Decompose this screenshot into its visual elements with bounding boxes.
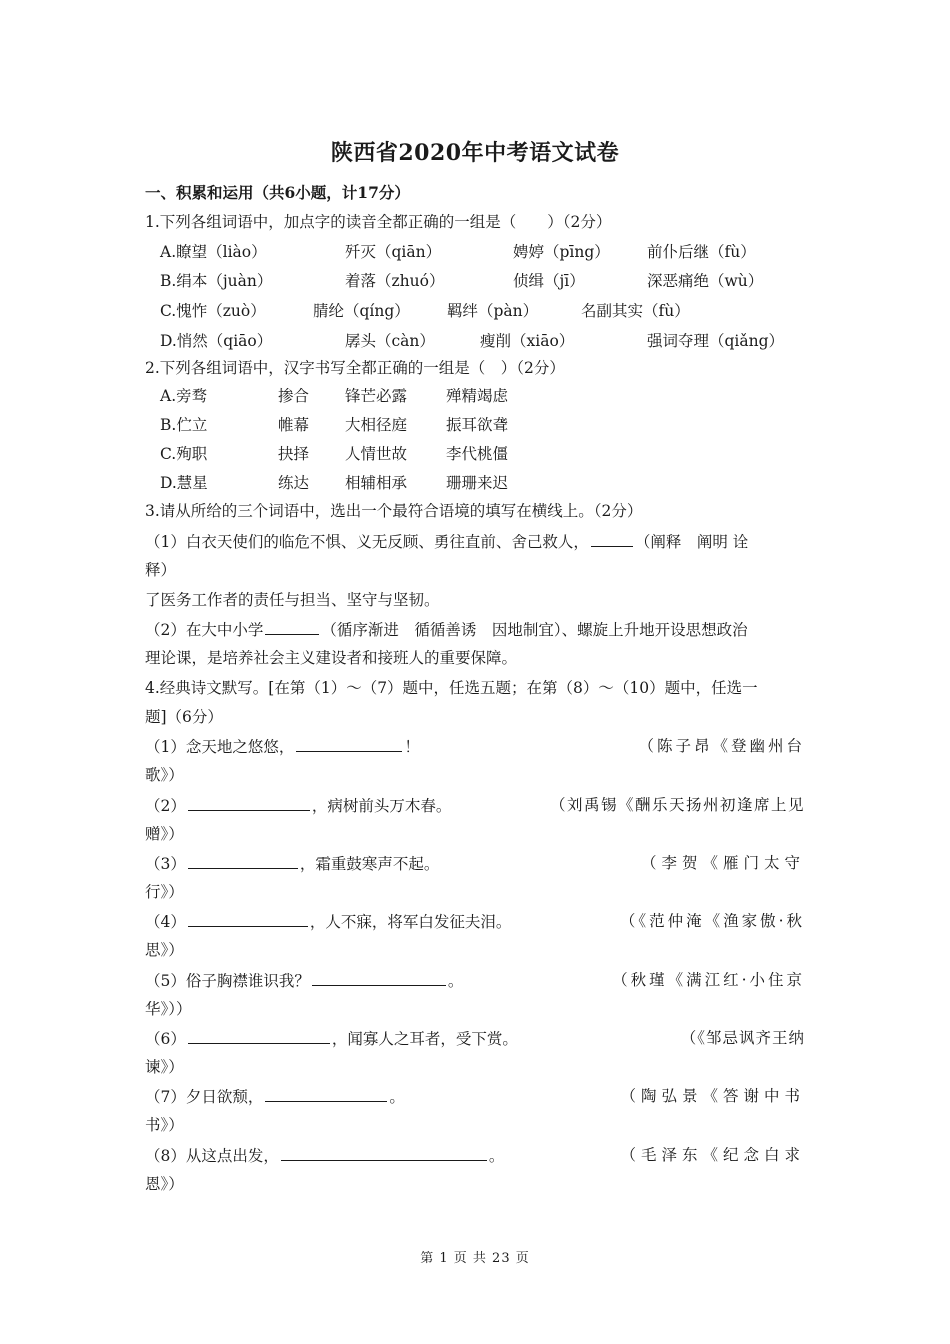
answer-blank[interactable]	[281, 1145, 487, 1161]
poem-item-2	[145, 795, 451, 816]
poem-line-text: ，病树前头万木春。	[311, 797, 452, 815]
poem-line-text: 。	[488, 1147, 505, 1165]
q1-option-c-2: 腈纶（qíng）	[313, 302, 410, 320]
question-4-stem: 4.经典诗文默写。[在第（1）～（7）题中，任选五题；在第（8）～（10）题中，任选一	[145, 679, 758, 697]
question-1-stem: 1.下列各组词语中，加点字的读音全都正确的一组是（ ）（2分）	[145, 213, 612, 231]
section-heading: 一、积累和运用（共6小题，计17分）	[145, 183, 410, 202]
poem-line-text: 。	[447, 972, 464, 990]
poem-source-cont: 赠》）	[145, 825, 184, 843]
poem-line-text: （3）	[145, 855, 186, 873]
question-3-part-2	[145, 619, 748, 640]
answer-blank[interactable]	[591, 531, 633, 547]
poem-item-3	[145, 853, 439, 874]
answer-blank[interactable]	[265, 1086, 387, 1102]
q1-option-a-1: A.瞭望（liào）	[160, 243, 267, 261]
answer-blank[interactable]	[188, 911, 308, 927]
q3-p1-text-cont: 了医务工作者的责任与担当、坚守与坚韧。	[145, 591, 440, 609]
q3-p1-options-cont: 释）	[145, 561, 177, 579]
poem-line-text: ，闻寡人之耳者，受下赏。	[331, 1030, 518, 1048]
poem-line-text: （4）	[145, 913, 186, 931]
q1-option-b-3: 侦缉（jī）	[513, 272, 585, 290]
poem-line-text: 。	[389, 1088, 405, 1106]
poem-item-6	[145, 1028, 518, 1049]
page-title: 陕西省2020年中考语文试卷	[330, 140, 620, 166]
answer-blank[interactable]	[188, 853, 298, 869]
poem-source: （秋瑾《满江红·小住京	[612, 971, 805, 989]
q2-option-c-4: 李代桃僵	[446, 445, 509, 463]
poem-source-cont: 歌》）	[145, 766, 184, 784]
q1-option-a-3: 娉婷（pīng）	[513, 243, 610, 261]
poem-item-5	[145, 970, 463, 991]
q2-option-b-1: B.伫立	[160, 416, 208, 434]
q3-p1-options: （阐释 阐明 诠	[634, 533, 749, 551]
q1-option-c-4: 名副其实（fù）	[581, 302, 690, 320]
poem-item-7	[145, 1086, 405, 1107]
q1-option-d-3: 瘦削（xiāo）	[480, 332, 575, 350]
q2-option-d-2: 练达	[278, 474, 310, 492]
q1-option-d-4: 强词夺理（qiǎng）	[647, 332, 785, 350]
poem-source: （《范仲淹《渔家傲·秋	[619, 912, 805, 930]
q3-p2-text-cont: 理论课，是培养社会主义建设者和接班人的重要保障。	[145, 649, 518, 667]
q3-p2-text: （2）在大中小学	[145, 621, 264, 639]
q3-p1-text: （1）白衣天使们的临危不惧、义无反顾、勇往直前、舍己救人，	[145, 533, 589, 551]
q1-option-b-1: B.绢本（juàn）	[160, 272, 273, 290]
poem-line-text: （2）	[145, 797, 186, 815]
poem-line-text: （1）念天地之悠悠，	[145, 738, 295, 756]
poem-line-text: （6）	[145, 1030, 186, 1048]
q1-option-b-2: 着落（zhuó）	[345, 272, 445, 290]
poem-item-4	[145, 911, 511, 932]
q2-option-c-3: 人情世故	[345, 445, 408, 463]
q1-option-d-2: 孱头（càn）	[345, 332, 435, 350]
q2-option-a-1: A.旁骛	[160, 387, 208, 405]
poem-line-text: ，人不寐，将军白发征夫泪。	[309, 913, 512, 931]
poem-line-text: （5）俗子胸襟谁识我？	[145, 972, 310, 990]
q2-option-b-2: 帷幕	[278, 416, 310, 434]
poem-source-cont: 书》）	[145, 1116, 184, 1134]
poem-source-cont: 谏》）	[145, 1058, 184, 1076]
q1-option-a-2: 歼灭（qiān）	[345, 243, 442, 261]
poem-source: （陈子昂《登幽州台	[638, 737, 805, 755]
poem-source: （刘禹锡《酬乐天扬州初逢席上见	[549, 796, 805, 814]
poem-source: （李贺《雁门太守	[640, 854, 805, 872]
q2-option-a-3: 锋芒必露	[345, 387, 408, 405]
poem-line-text: （7）夕日欲颓，	[145, 1088, 264, 1106]
question-2-stem: 2.下列各组词语中，汉字书写全都正确的一组是（ ）（2分）	[145, 359, 565, 377]
q2-option-a-4: 殚精竭虑	[446, 387, 509, 405]
poem-source-cont: 思》）	[145, 941, 184, 959]
poem-source-cont: 华》））	[145, 1000, 192, 1018]
question-4-stem-cont: 题]（6分）	[145, 708, 223, 726]
q1-option-b-4: 深恶痛绝（wù）	[647, 272, 764, 290]
poem-line-text: ！	[404, 738, 420, 756]
q2-option-c-1: C.殉职	[160, 445, 208, 463]
q1-option-c-1: C.愧怍（zuò）	[160, 302, 266, 320]
q2-option-c-2: 抉择	[278, 445, 310, 463]
poem-source: （毛泽东《纪念白求	[620, 1146, 805, 1164]
q2-option-a-2: 掺合	[278, 387, 310, 405]
answer-blank[interactable]	[265, 619, 319, 635]
poem-source: （《邹忌讽齐王纳	[680, 1029, 805, 1047]
q2-option-d-1: D.慧星	[160, 474, 208, 492]
answer-blank[interactable]	[296, 736, 402, 752]
question-3-part-1	[145, 531, 748, 552]
q2-option-d-3: 相辅相承	[345, 474, 408, 492]
poem-line-text: （8）从这点出发，	[145, 1147, 279, 1165]
poem-source-cont: 恩》）	[145, 1175, 184, 1193]
page-footer: 第 1 页 共 23 页	[420, 1251, 530, 1266]
poem-item-8	[145, 1145, 504, 1166]
poem-line-text: ，霜重鼓寒声不起。	[299, 855, 440, 873]
answer-blank[interactable]	[188, 795, 310, 811]
q2-option-b-4: 振耳欲聋	[446, 416, 509, 434]
poem-source-cont: 行》）	[145, 883, 184, 901]
q2-option-d-4: 珊珊来迟	[446, 474, 509, 492]
q1-option-c-3: 羁绊（pàn）	[447, 302, 539, 320]
question-3-stem: 3.请从所给的三个词语中，选出一个最符合语境的填写在横线上。（2分）	[145, 502, 643, 520]
q1-option-a-4: 前仆后继（fù）	[647, 243, 756, 261]
poem-item-1	[145, 736, 420, 757]
q1-option-d-1: D.悄然（qiāo）	[160, 332, 273, 350]
poem-source: （陶弘景《答谢中书	[620, 1087, 805, 1105]
q2-option-b-3: 大相径庭	[345, 416, 408, 434]
answer-blank[interactable]	[188, 1028, 330, 1044]
q3-p2-options: （循序渐进 循循善诱 因地制宜）、螺旋上升地开设思想政治	[321, 621, 748, 639]
answer-blank[interactable]	[312, 970, 446, 986]
